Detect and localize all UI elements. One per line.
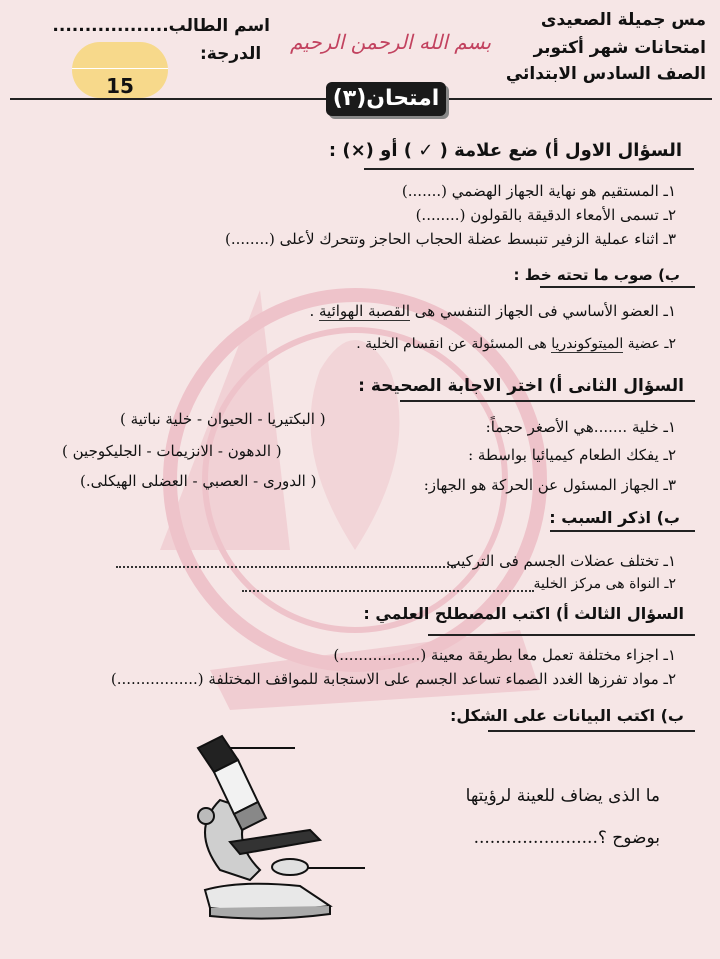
q3b-underline	[488, 730, 695, 732]
q2-underline	[400, 400, 695, 402]
teacher-name: مس جميلة الصعيدى	[540, 10, 706, 30]
degree-label: الدرجة:	[200, 44, 262, 64]
q1-underline	[364, 168, 694, 170]
q3-underline	[428, 634, 695, 636]
q1b-title: ب) صوب ما تحته خط :	[513, 266, 680, 284]
q2b-title: ب) اذكر السبب :	[549, 508, 680, 527]
q3b-question-line-2: بوضوح ؟.......................	[473, 828, 660, 848]
exam-title-badge	[326, 82, 446, 116]
q2b-underline	[550, 530, 695, 532]
q1-item-3: ٣ـ اثناء عملية الزفير تنبسط عضلة الحجاب الحاجز وتتحرك لأعلى (........)	[224, 230, 676, 248]
q1b-item-1-underlined: القصبة الهوائية	[319, 302, 410, 320]
score-pill	[72, 42, 168, 98]
q1b-item-1-pre: ١ـ العضو الأساسي فى الجهاز التنفسي هى	[410, 302, 676, 320]
q1b-item-2-post: هى المسئولة عن انقسام الخلية .	[356, 336, 552, 352]
q1b-underline	[540, 286, 695, 288]
q3b-title: ب) اكتب البيانات على الشكل:	[450, 706, 684, 725]
q1b-item-2-underlined: الميتوكوندريا	[551, 336, 624, 352]
microscope-icon	[180, 730, 380, 920]
q2-item-2-question: ٢ـ يفكك الطعام كيميائيا بواسطة :	[468, 446, 676, 464]
q3b-question-line-1: ما الذى يضاف للعينة لرؤيتها	[465, 786, 660, 806]
q3-item-1: ١ـ اجزاء مختلفة تعمل معا بطريقة معينة (.................)	[333, 646, 676, 664]
q1-title: السؤال الاول أ) ضع علامة ( ✓ ) أو (×) :	[328, 140, 682, 161]
student-name-row	[50, 16, 270, 36]
q2b-item-1-answer-line	[116, 566, 456, 568]
q2-item-1-question: ١ـ خلية .......هي الأصغر حجماً:	[485, 418, 676, 436]
q1-item-2: ٢ـ تسمى الأمعاء الدقيقة بالقولون (........)	[415, 206, 676, 224]
q1b-item-2-pre: ٢ـ عضية	[623, 336, 676, 352]
q2-item-1-options: ( البكتيريا - الحيوان - خلية نباتية )	[120, 410, 326, 428]
score-value: 15	[106, 74, 134, 98]
q3-item-2: ٢ـ مواد تفرزها الغدد الصماء تساعد الجسم على الاستجابة للمواقف المختلفة (.................)	[110, 670, 676, 688]
q2-item-2-options: ( الدهون - الانزيمات - الجليكوجين )	[62, 442, 282, 460]
grade-label: الصف السادس الابتدائي	[505, 64, 706, 84]
q2b-item-2: ٢ـ النواة هى مركز الخلية	[533, 576, 676, 592]
q3-title: السؤال الثالث أ) اكتب المصطلح العلمي :	[363, 604, 684, 623]
student-name-label: اسم الطالب	[168, 16, 270, 36]
q2-item-3-question: ٣ـ الجهاز المسئول عن الحركة هو الجهاز:	[423, 476, 676, 494]
q2-item-3-options: ( الدورى - العصبي - العضلى الهيكلى.)	[80, 472, 317, 490]
q2b-item-1: ١ـ تختلف عضلات الجسم فى التركيب	[446, 552, 676, 570]
q1b-item-1	[309, 302, 676, 320]
exam-series: امتحانات شهر أكتوبر	[533, 38, 706, 58]
q2-title: السؤال الثانى أ) اختر الاجابة الصحيحة :	[358, 376, 684, 396]
q2b-item-2-answer-line	[242, 590, 534, 592]
q1-item-1: ١ـ المستقيم هو نهاية الجهاز الهضمي (.......)	[401, 182, 676, 200]
student-name-dots: ..................	[52, 16, 169, 36]
q1b-item-2	[356, 336, 676, 352]
exam-title: امتحان(٣)	[332, 86, 440, 111]
basmala: بسم الله الرحمن الرحيم	[290, 30, 492, 54]
q1b-item-1-post: .	[309, 302, 320, 320]
